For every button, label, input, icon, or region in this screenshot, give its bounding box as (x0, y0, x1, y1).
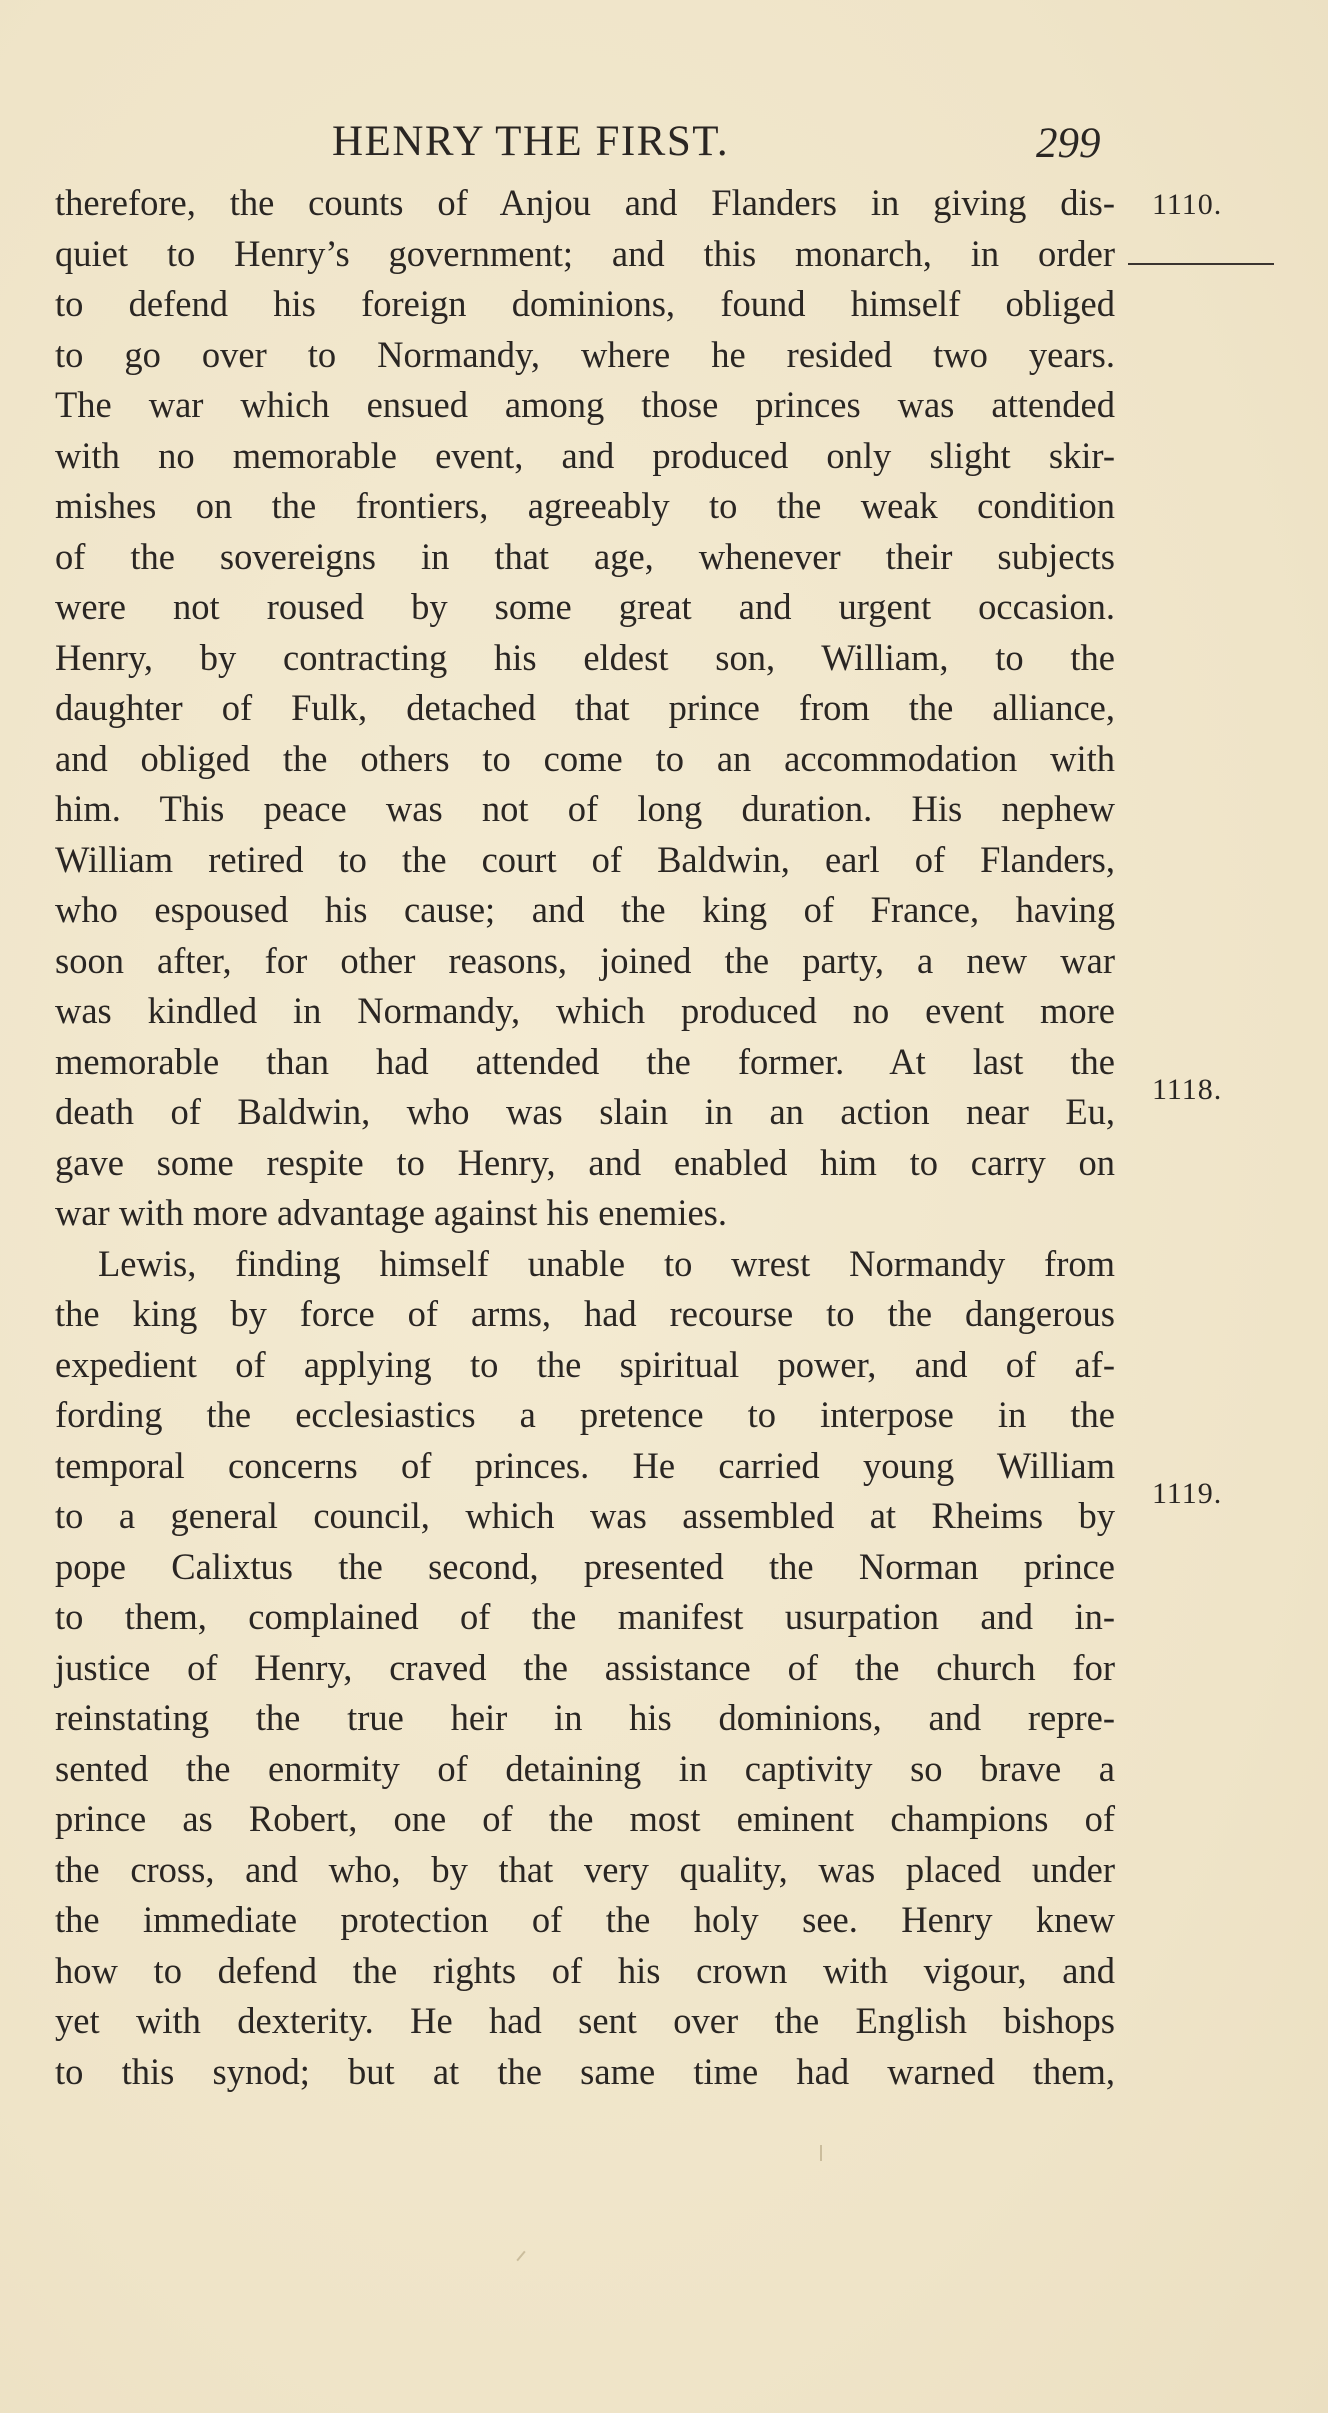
text-line: fording the ecclesiastics a pretence to interpose in the (55, 1394, 1115, 1435)
paper-speck (820, 2145, 822, 2161)
text-line: how to defend the rights of his crown with vigour, and (55, 1949, 1115, 1991)
text-line: the cross, and who, by that very quality, was placed under (55, 1848, 1115, 1890)
text-line: to this synod; but at the same time had warned them, (55, 2050, 1115, 2092)
text-line: to them, complained of the manifest usurpation and in- (55, 1596, 1115, 1637)
paragraph-end-line: war with more advantage against his enemies. (55, 1192, 727, 1233)
text-line: the immediate protection of the holy see. Henry knew (55, 1899, 1115, 1940)
text-line: sented the enormity of detaining in captivity so brave a (55, 1747, 1115, 1789)
text-line: Henry, by contracting his eldest son, William, to the (55, 636, 1115, 678)
text-line: pope Calixtus the second, presented the Norman prince (55, 1545, 1115, 1587)
text-line: were not roused by some great and urgent occasion. (55, 586, 1115, 627)
text-line: death of Baldwin, who was slain in an action near Eu, (55, 1091, 1115, 1132)
text-line: was kindled in Normandy, which produced no event more (55, 990, 1115, 1031)
paragraph-start-line: Lewis, finding himself unable to wrest Normandy from (98, 1242, 1115, 1284)
text-line: justice of Henry, craved the assistance of the church for (55, 1646, 1115, 1688)
text-line: William retired to the court of Baldwin, earl of Flanders, (55, 838, 1115, 880)
running-head (0, 112, 1328, 172)
text-line: temporal concerns of princes. He carried young William (55, 1444, 1115, 1486)
text-line: of the sovereigns in that age, whenever their subjects (55, 535, 1115, 577)
page-number: 299 (1036, 120, 1101, 167)
margin-date-1118: 1118. (1152, 1073, 1223, 1106)
text-line: memorable than had attended the former. At last the (55, 1040, 1115, 1082)
margin-date-1110: 1110. (1152, 188, 1223, 221)
chapter-title: HENRY THE FIRST. (332, 118, 730, 165)
text-line: him. This peace was not of long duration. His nephew (55, 788, 1115, 829)
body-text (55, 178, 1115, 2097)
text-line: daughter of Fulk, detached that prince from the alliance, (55, 687, 1115, 728)
text-line: mishes on the frontiers, agreeably to the weak condition (55, 485, 1115, 526)
text-line: and obliged the others to come to an accommodation with (55, 737, 1115, 779)
paper-speck (516, 2251, 525, 2261)
text-line: quiet to Henry’s government; and this monarch, in order (55, 232, 1115, 274)
margin-rule (1128, 263, 1274, 265)
text-line: yet with dexterity. He had sent over the English bishops (55, 2000, 1115, 2041)
text-line: with no memorable event, and produced only slight skir- (55, 434, 1115, 476)
text-line: to go over to Normandy, where he resided two years. (55, 333, 1115, 375)
margin-date-1119: 1119. (1152, 1477, 1223, 1510)
text-line: who espoused his cause; and the king of France, having (55, 889, 1115, 930)
text-line: expedient of applying to the spiritual power, and of af- (55, 1343, 1115, 1385)
text-line: the king by force of arms, had recourse to the dangerous (55, 1293, 1115, 1334)
text-line: to defend his foreign dominions, found himself obliged (55, 283, 1115, 324)
text-line: to a general council, which was assembled at Rheims by (55, 1495, 1115, 1536)
text-line: therefore, the counts of Anjou and Flanders in giving dis- (55, 182, 1115, 223)
text-line: gave some respite to Henry, and enabled him to carry on (55, 1141, 1115, 1183)
text-line: prince as Robert, one of the most eminent champions of (55, 1798, 1115, 1839)
text-line: The war which ensued among those princes was attended (55, 384, 1115, 425)
text-line: soon after, for other reasons, joined the party, a new war (55, 939, 1115, 981)
text-line: reinstating the true heir in his dominions, and repre- (55, 1697, 1115, 1738)
